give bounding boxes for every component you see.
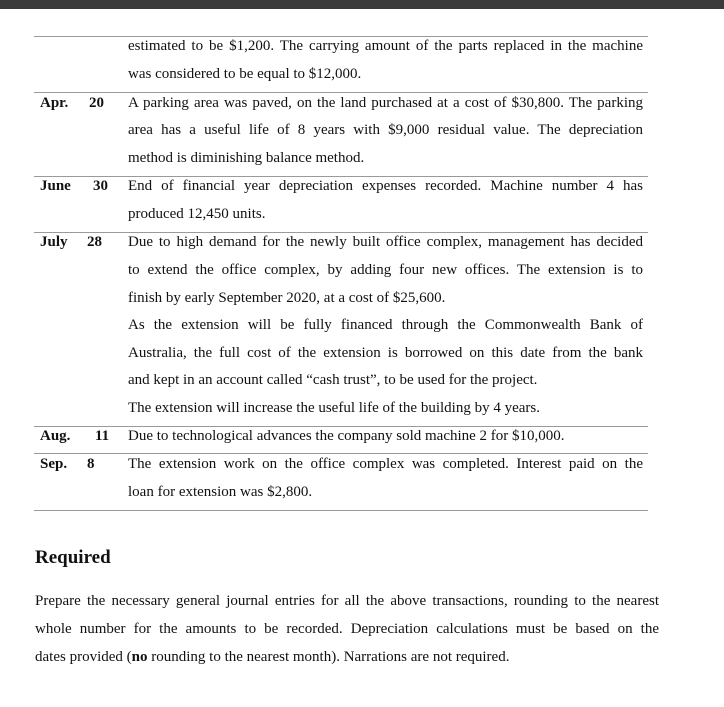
transaction-line: to extend the office complex, by adding four new offices. The extension is to (128, 262, 643, 278)
transaction-day: 20 (89, 95, 104, 111)
transaction-day: 8 (87, 456, 95, 472)
transaction-line: finish by early September 2020, at a cost of $25,600. (128, 290, 446, 306)
transaction-month: Apr. (40, 95, 69, 111)
required-text-line (35, 648, 659, 666)
required-heading: Required (35, 547, 111, 568)
required-text-pre: dates provided ( (35, 649, 132, 665)
table-rule-bottom (34, 510, 648, 511)
required-text-bold: no (131, 649, 148, 665)
transaction-line: estimated to be $1,200. The carrying amount of the parts replaced in the machine (128, 38, 643, 54)
transaction-line: and kept in an account called “cash trust”, to be used for the project. (128, 372, 538, 388)
transaction-line: The extension will increase the useful life of the building by 4 years. (128, 400, 540, 416)
required-text-post: rounding to the nearest month). Narrations are not required. (147, 649, 510, 665)
transaction-line: area has a useful life of 8 years with $9,000 residual value. The depreciation (128, 122, 643, 138)
transaction-line: As the extension will be fully financed through the Commonwealth Bank of (128, 317, 643, 333)
transaction-line: The extension work on the office complex was completed. Interest paid on the (128, 456, 643, 472)
required-text-line: whole number for the amounts to be recorded. Depreciation calculations must be based on the (35, 621, 659, 637)
table-rule-apr (34, 92, 648, 93)
transaction-month: Sep. (40, 456, 68, 472)
transaction-line: produced 12,450 units. (128, 206, 266, 222)
transaction-line: A parking area was paved, on the land purchased at a cost of $30,800. The parking (128, 95, 643, 111)
transaction-line: was considered to be equal to $12,000. (128, 66, 362, 82)
transaction-day: 11 (95, 428, 110, 444)
transaction-line: Due to technological advances the company sold machine 2 for $10,000. (128, 428, 565, 444)
transaction-day: 28 (87, 234, 102, 250)
window-top-bar (0, 0, 724, 9)
transaction-month: June (40, 178, 71, 194)
transaction-line: loan for extension was $2,800. (128, 484, 313, 500)
required-text-line: Prepare the necessary general journal entries for all the above transactions, rounding to the nearest (35, 593, 659, 609)
transaction-line: Due to high demand for the newly built office complex, management has decided (128, 234, 643, 250)
transaction-month: July (40, 234, 68, 250)
transaction-line: Australia, the full cost of the extension is borrowed on this date from the bank (128, 345, 643, 361)
table-rule-sep (34, 453, 648, 454)
transaction-line: End of financial year depreciation expenses recorded. Machine number 4 has (128, 178, 643, 194)
transaction-line: method is diminishing balance method. (128, 150, 365, 166)
transaction-day: 30 (93, 178, 108, 194)
transaction-month: Aug. (40, 428, 71, 444)
